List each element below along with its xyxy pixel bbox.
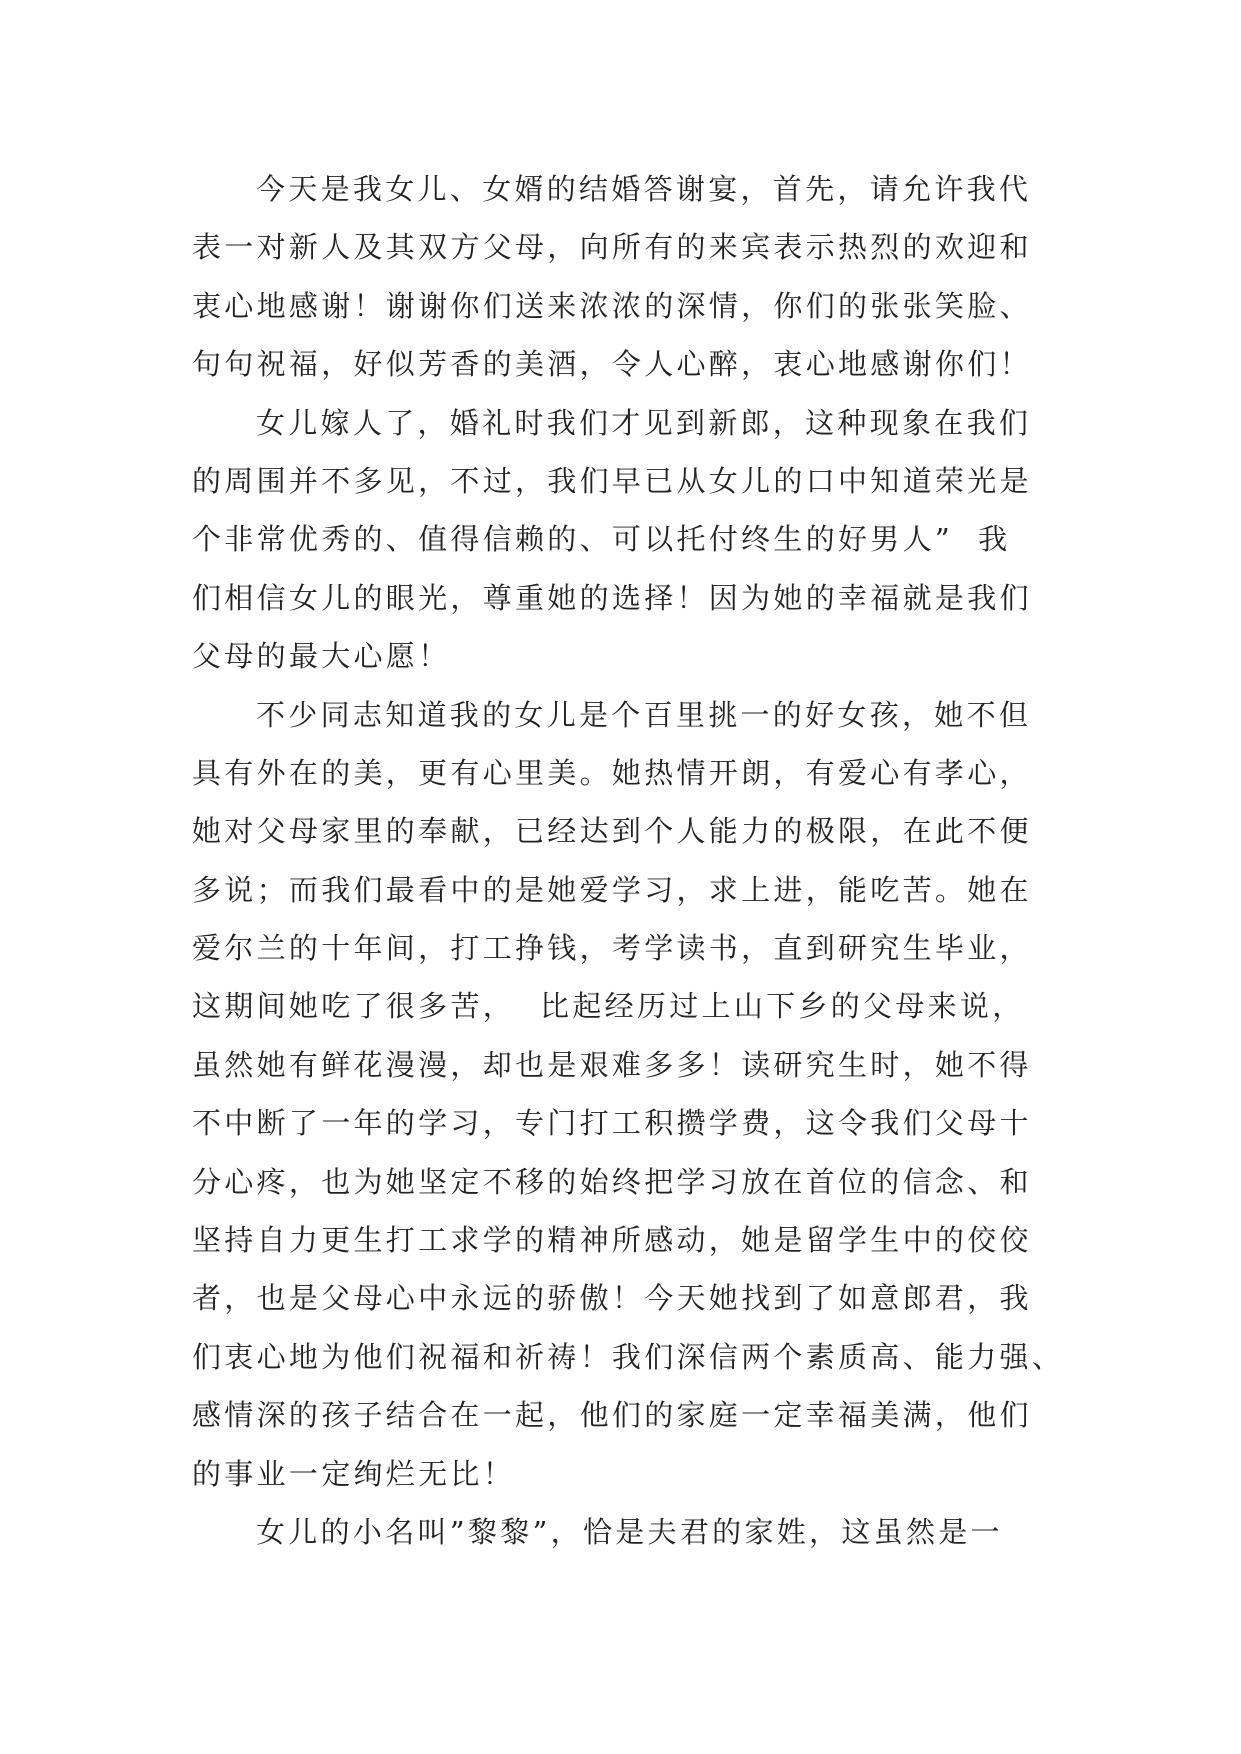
text-line: 父母的最大心愿！ — [192, 639, 451, 674]
paragraph-4 — [192, 1503, 1052, 1561]
text-line: 女儿嫁人了，婚礼时我们才见到新郎，这种现象在我们 — [256, 405, 1032, 440]
text-line: 者，也是父母心中永远的骄傲！今天她找到了如意郎君，我 — [192, 1281, 1032, 1316]
text-line: 女儿的小名叫”黎黎”，恰是夫君的家姓，这虽然是一 — [256, 1514, 1003, 1549]
text-line: 的周围并不多见，不过，我们早已从女儿的口中知道荣光是 — [192, 463, 1032, 498]
document-body — [192, 160, 1065, 1561]
text-line: 这期间她吃了很多苦， 比起经历过上山下乡的父母来说， — [192, 989, 1025, 1024]
text-line: 的事业一定绚烂无比！ — [192, 1456, 516, 1491]
text-line: 坚持自力更生打工求学的精神所感动，她是留学生中的佼佼 — [192, 1223, 1032, 1258]
text-line: 表一对新人及其双方父母，向所有的来宾表示热烈的欢迎和 — [192, 230, 1032, 265]
text-line: 句句祝福，好似芳香的美酒，令人心醉，衷心地感谢你们！ — [192, 347, 1032, 382]
text-line: 爱尔兰的十年间，打工挣钱，考学读书，直到研究生毕业， — [192, 931, 1032, 966]
text-line: 感情深的孩子结合在一起，他们的家庭一定幸福美满，他们 — [192, 1398, 1032, 1433]
paragraph-3 — [192, 686, 1065, 1503]
paragraph-1 — [192, 160, 1052, 394]
text-line: 她对父母家里的奉献，已经达到个人能力的极限，在此不便 — [192, 814, 1032, 849]
text-line: 具有外在的美，更有心里美。她热情开朗，有爱心有孝心， — [192, 755, 1032, 790]
text-line: 衷心地感谢！谢谢你们送来浓浓的深情，你们的张张笑脸、 — [192, 288, 1032, 323]
text-line: 分心疼，也为她坚定不移的始终把学习放在首位的信念、和 — [192, 1164, 1032, 1199]
text-line: 们相信女儿的眼光，尊重她的选择！因为她的幸福就是我们 — [192, 580, 1032, 615]
text-line: 不少同志知道我的女儿是个百里挑一的好女孩，她不但 — [256, 697, 1032, 732]
text-line: 多说；而我们最看中的是她爱学习，求上进，能吃苦。她在 — [192, 872, 1032, 907]
text-line: 虽然她有鲜花漫漫，却也是艰难多多！读研究生时，她不得 — [192, 1047, 1032, 1082]
text-line: 们衷心地为他们祝福和祈祷！我们深信两个素质高、能力强、 — [192, 1339, 1065, 1374]
paragraph-2 — [192, 394, 1052, 686]
text-line: 个非常优秀的、值得信赖的、可以托付终生的好男人” 我 — [192, 522, 1011, 557]
text-line: 今天是我女儿、女婿的结婚答谢宴，首先，请允许我代 — [256, 172, 1032, 206]
text-line: 不中断了一年的学习，专门打工积攒学费，这令我们父母十 — [192, 1106, 1032, 1141]
